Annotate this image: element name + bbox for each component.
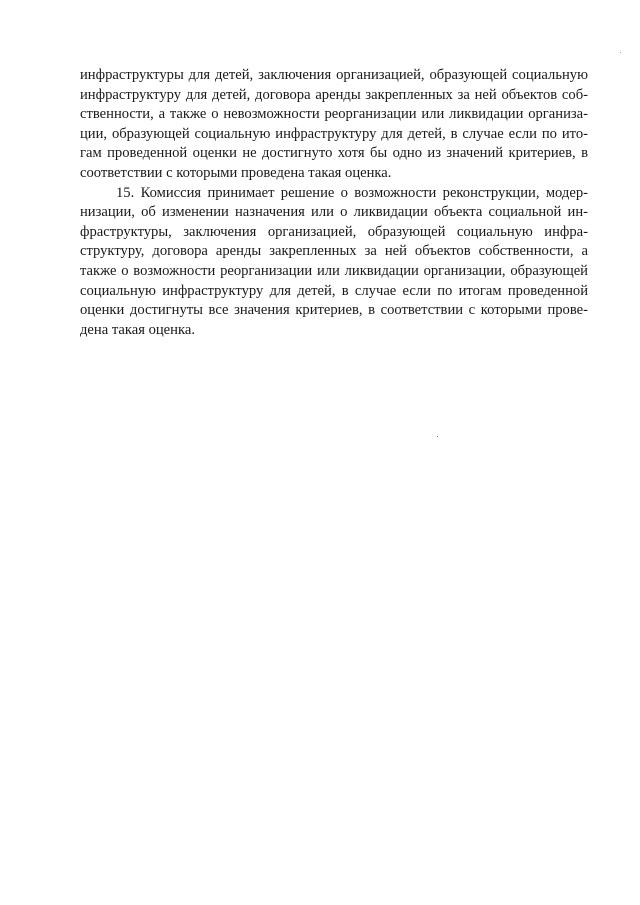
text-line: инфраструктуры для детей, заключения организацией, образующей социальную — [80, 67, 588, 83]
scan-speck — [620, 52, 621, 53]
document-text — [80, 66, 588, 340]
text-line: низации, об изменении назначения или о ликвидации объекта социальной ин- — [80, 204, 588, 221]
text-line: социальную инфраструктуру для детей, в случае если по итогам проведенной — [80, 282, 588, 299]
text-line: структуру, договора аренды закрепленных за ней объектов собственности, а — [80, 243, 588, 260]
text-line: ственности, а также о невозможности реорганизации или ликвидации организа- — [80, 106, 588, 123]
text-line: дена такая оценка. — [80, 321, 195, 338]
text-line: гам проведенной оценки не достигнуто хотя бы одно из значений критериев, в — [80, 145, 588, 162]
text-line: 15. Комиссия принимает решение о возможности реконструкции, модер- — [116, 184, 588, 201]
text-line: соответствии с которыми проведена такая оценка. — [80, 164, 392, 181]
scan-speck — [437, 436, 438, 437]
paragraph-item-15 — [80, 184, 588, 341]
text-line: фраструктуры, заключения организацией, образующей социальную инфра- — [80, 223, 588, 240]
paragraph-continuation — [80, 66, 588, 184]
text-line: инфраструктуру для детей, договора аренды закрепленных за ней объектов соб- — [80, 86, 588, 103]
text-line: оценки достигнуты все значения критериев, в соответствии с которыми прове- — [80, 302, 588, 319]
text-line: ции, образующей социальную инфраструктуру для детей, в случае если по ито- — [80, 125, 588, 142]
text-line: также о возможности реорганизации или ликвидации организации, образующей — [80, 262, 588, 279]
